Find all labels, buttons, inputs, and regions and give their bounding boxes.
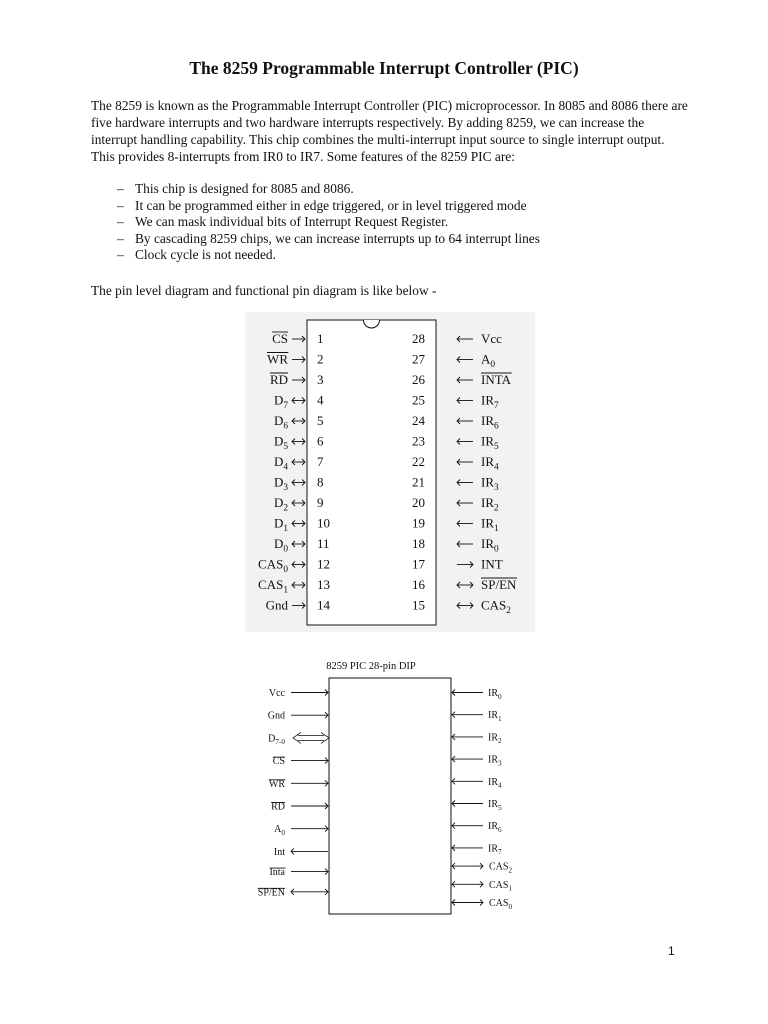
intro-paragraph: The 8259 is known as the Programmable Interrupt Controller (PIC) microprocessor. In 8085 and 8086 there are five hardware interrupts and two hardware interrupts respectively. By adding 8259, we can increase the interrupt handling capability. This chip combines the multi-interrupt input source to single interrupt output. This provides 8-interrupts from IR0 to IR7. Some features of the 8259 PIC are: xyxy=(91,98,688,164)
pin-arrow xyxy=(452,863,483,869)
pin-number: 14 xyxy=(317,597,330,613)
pin-label: $D_7$ xyxy=(273,392,288,412)
pin-label: $CAS_2$ xyxy=(481,597,511,617)
pin-label: $IR_0$ xyxy=(481,536,499,555)
pin-number: 10 xyxy=(317,515,330,531)
pin-label: $IR_6$ xyxy=(488,821,502,834)
pin-label: $D_2$ xyxy=(273,495,288,514)
pin-number: 20 xyxy=(412,495,425,510)
pin-number: 16 xyxy=(412,577,425,592)
feature-item: – We can mask individual bits of Interrupt Request Register. xyxy=(91,214,540,231)
pin-arrow xyxy=(452,778,483,784)
pin-label: $IR_5$ xyxy=(488,799,502,812)
pin-label: INTA xyxy=(481,372,512,387)
pin-label: $IR_1$ xyxy=(488,710,502,723)
pin-label: CS xyxy=(272,331,288,346)
pin-number: 26 xyxy=(412,372,425,387)
pin-label: CS xyxy=(272,756,285,768)
pin-label: INT xyxy=(481,556,503,572)
pin-arrow xyxy=(452,801,483,807)
feature-item: – By cascading 8259 chips, we can increase interrupts up to 64 interrupt lines xyxy=(91,231,540,248)
pin-label: $D_5$ xyxy=(273,433,288,453)
pin-label: SP/EN xyxy=(257,887,285,899)
pin-number: 3 xyxy=(317,372,324,387)
pin-number: 24 xyxy=(412,413,425,428)
pin-label: WR xyxy=(267,351,288,367)
pin-arrow xyxy=(291,889,328,895)
pin-number: 11 xyxy=(317,536,330,551)
pin-number: 2 xyxy=(317,351,324,367)
pin-label: $A_0$ xyxy=(274,824,285,837)
pin-number: 25 xyxy=(412,392,425,408)
diagram-caption: 8259 PIC 28-pin DIP xyxy=(326,661,416,672)
pin-label: $CAS_0$ xyxy=(258,556,288,576)
pin-label: Vcc xyxy=(268,688,285,699)
pin-arrow xyxy=(291,848,328,854)
feature-list xyxy=(91,181,540,264)
pin-number: 17 xyxy=(412,556,425,572)
pin-label: $IR_4$ xyxy=(481,454,499,473)
pin-label: $CAS_1$ xyxy=(489,879,513,893)
pin-arrow xyxy=(291,712,328,718)
pin-number: 22 xyxy=(412,454,425,469)
pin-arrow xyxy=(452,823,483,829)
pin-arrow xyxy=(291,869,328,875)
feature-item: – This chip is designed for 8085 and 8086. xyxy=(91,181,540,198)
pin-label: SP/EN xyxy=(481,577,517,592)
pin-number: 4 xyxy=(317,392,324,408)
functional-pin-diagram xyxy=(245,652,535,922)
pin-arrow xyxy=(291,803,328,809)
pin-number: 27 xyxy=(412,351,425,367)
pin-label: $D_1$ xyxy=(273,515,288,535)
pin-label: RD xyxy=(269,372,288,387)
pin-label: $IR_1$ xyxy=(481,515,499,535)
pin-label: WR xyxy=(268,778,285,790)
pin-arrow xyxy=(291,780,328,786)
pin-label: $IR_3$ xyxy=(481,474,499,494)
pin-label: $CAS_0$ xyxy=(489,898,513,911)
pin-arrow xyxy=(452,712,483,718)
pin-number: 21 xyxy=(412,474,425,490)
pin-arrow xyxy=(291,690,328,696)
pin-number: 19 xyxy=(412,515,425,531)
pin-arrow xyxy=(291,826,328,832)
pin-number: 5 xyxy=(317,413,324,428)
pin-label: Int xyxy=(273,846,285,858)
pin-number: 6 xyxy=(317,433,324,449)
pin-number: 9 xyxy=(317,495,324,510)
pin-label: $IR_7$ xyxy=(488,843,502,857)
pin-arrow xyxy=(452,756,483,762)
pin-label: $D_4$ xyxy=(273,454,288,473)
pin-number: 28 xyxy=(412,331,425,346)
pin-number: 13 xyxy=(317,577,330,592)
pin-arrow xyxy=(452,690,483,696)
pin-label: $D_3$ xyxy=(273,474,288,494)
pin-label: $IR_2$ xyxy=(481,495,499,514)
pin-label: $IR_0$ xyxy=(488,688,502,701)
pin-label: $D_6$ xyxy=(273,413,288,432)
pin-label: $A_0$ xyxy=(481,351,496,371)
pin-label: Gnd xyxy=(267,710,285,722)
pin-number: 15 xyxy=(412,597,425,613)
pin-label: Gnd xyxy=(265,597,288,613)
pin-label: $IR_6$ xyxy=(481,413,499,432)
pin-label: Inta xyxy=(269,867,285,879)
pin-label: $IR_2$ xyxy=(488,732,502,746)
pin-number: 8 xyxy=(317,474,324,490)
pin-arrow xyxy=(452,845,483,851)
pin-label: RD xyxy=(271,801,285,813)
pin-number: 1 xyxy=(317,331,324,346)
pin-number: 12 xyxy=(317,556,330,572)
chip-body xyxy=(329,678,451,914)
pin-label: $CAS_1$ xyxy=(258,577,288,596)
page-number: 1 xyxy=(668,944,675,958)
pin-arrow xyxy=(452,734,483,740)
arrow-head xyxy=(293,732,301,743)
pin-arrow xyxy=(452,881,483,887)
pin-number: 7 xyxy=(317,454,324,469)
pin-label: $D_{7-0}$ xyxy=(268,733,285,747)
arrow-head xyxy=(321,732,329,743)
pin-label: Vcc xyxy=(481,331,502,346)
pin-label: $D_0$ xyxy=(273,536,288,555)
bus-arrow xyxy=(293,732,329,743)
pin-label: $IR_3$ xyxy=(488,754,502,768)
diagram-lead-text: The pin level diagram and functional pin diagram is like below - xyxy=(91,283,437,298)
feature-item: – It can be programmed either in edge triggered, or in level triggered mode xyxy=(91,198,540,215)
pin-label: $IR_4$ xyxy=(488,776,502,790)
pin-arrow xyxy=(291,758,328,764)
pin-level-diagram xyxy=(245,312,535,632)
pin-number: 18 xyxy=(412,536,425,551)
pin-arrow xyxy=(452,900,483,906)
pin-label: $IR_7$ xyxy=(481,392,499,412)
pin-number: 23 xyxy=(412,433,425,449)
pin-label: $IR_5$ xyxy=(481,433,499,453)
feature-item: – Clock cycle is not needed. xyxy=(91,247,540,264)
page-title: The 8259 Programmable Interrupt Controller (PIC) xyxy=(189,58,579,78)
pin-label: $CAS_2$ xyxy=(489,861,513,875)
